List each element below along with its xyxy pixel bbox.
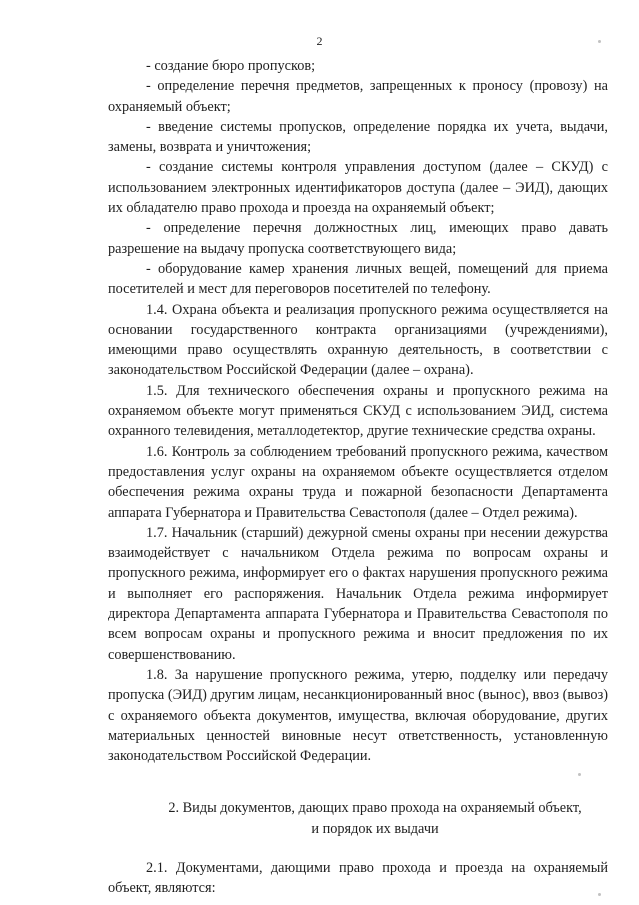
bullet-item: - создание бюро пропусков;	[146, 58, 316, 74]
bullet-item: - определение перечня предметов, запрещенных к проносу (провозу) на охраняемый объект;	[108, 78, 608, 115]
scan-artifact	[598, 40, 601, 43]
clause-1-4: 1.4. Охрана объекта и реализация пропускного режима осуществляется на основании государственного контракта организациями (учреждениями), имеющими право осуществлять охранную деятельность, в соответствии с законодательством Российской Федерации (далее – охрана).	[108, 301, 608, 379]
section-heading-line: и порядок их выдачи	[311, 820, 439, 837]
section-heading-line: 2. Виды документов, дающих право прохода на охраняемый объект,	[168, 800, 582, 817]
scan-artifact	[578, 773, 581, 776]
bullet-item: - оборудование камер хранения личных вещей, помещений для приема посетителей и мест для переговоров посетителей по телефону.	[108, 260, 608, 298]
clause-1-7: 1.7. Начальник (старший) дежурной смены охраны при несении дежурства взаимодействует с начальником Отдела режима по вопросам охраны и пропускного режима, информирует его о фактах нарушения пропускного режима и выполняет его распоряжения. Начальник Отдела режима информирует директора Департамента аппарата Губернатора и Правительства Севастополя по всем вопросам охраны и пропускного режима и вносит предложения по их совершенствованию.	[108, 524, 608, 663]
bullet-item: - определение перечня должностных лиц, имеющих право давать разрешение на выдачу пропуска соответствующего вида;	[108, 220, 608, 257]
clause-1-5: 1.5. Для технического обеспечения охраны и пропускного режима на охраняемом объекте могут применяться СКУД с использованием ЭИД, система охранного телевидения, металлодетектор, другие технические средства охраны.	[108, 382, 608, 440]
section-heading	[108, 798, 608, 839]
bullet-item: - введение системы пропусков, определение порядка их учета, выдачи, замены, возврата и уничтожения;	[108, 118, 608, 156]
clause-2-1: 2.1. Документами, дающими право прохода и проезда на охраняемый объект, являются:	[108, 859, 608, 897]
document-body	[108, 56, 608, 899]
clause-1-6: 1.6. Контроль за соблюдением требований пропускного режима, качеством предоставления услуг охраны на охраняемом объекте осуществляется отделом обеспечения режима охраны труда и пожарной безопасности Департамента аппарата Губернатора и Правительства Севастополя (далее – Отдел режима).	[108, 443, 608, 521]
bullet-item: - создание системы контроля управления доступом (далее – СКУД) с использованием электронных идентификаторов доступа (далее – ЭИД), дающих их обладателю право прохода и проезда на охраняемый объект;	[108, 159, 608, 217]
scan-artifact	[598, 893, 601, 896]
clause-1-8: 1.8. За нарушение пропускного режима, утерю, подделку или передачу пропуска (ЭИД) другим лицам, несанкционированный внос (вынос), ввоз (вывоз) с охраняемого объекта документов, имущества, включая оборудование, других материальных ценностей виновные несут ответственность, установленную законодательством Российской Федерации.	[108, 666, 608, 765]
page-number: 2	[316, 34, 323, 48]
